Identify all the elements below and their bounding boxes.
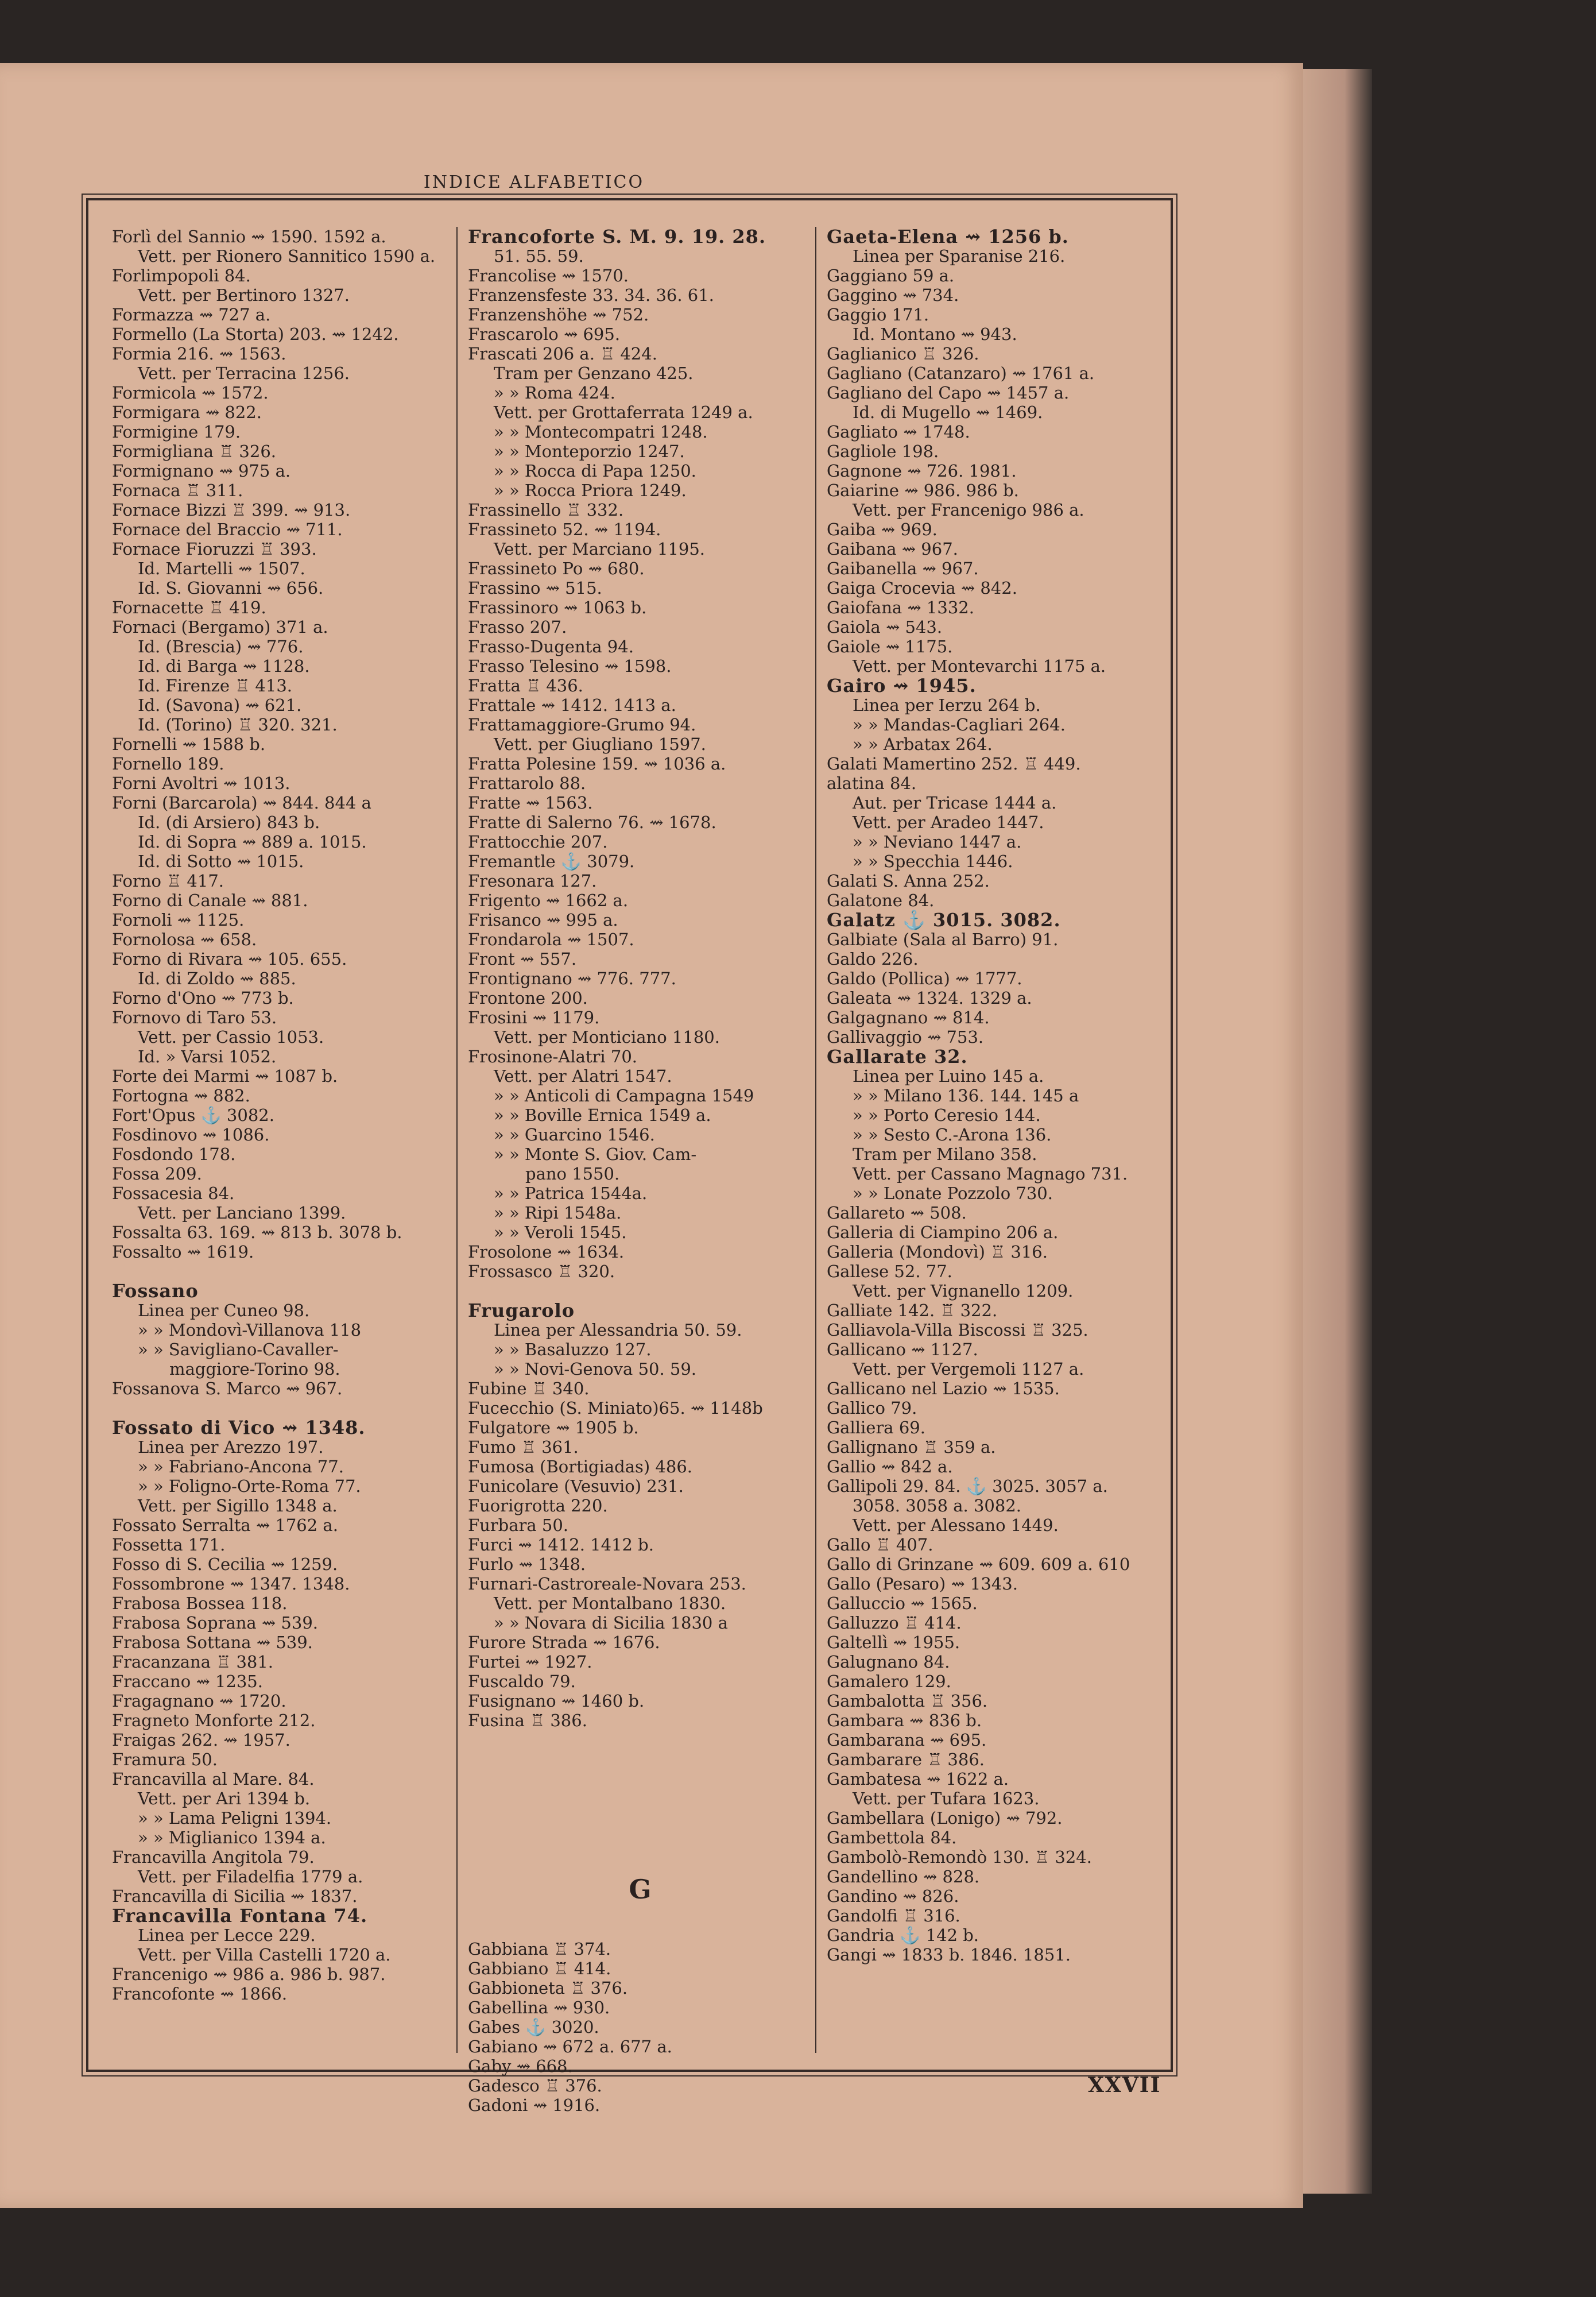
index-entry: Frosinone-Alatri 70. [468,1047,638,1066]
index-entry: Id. di Sopra ⇝ 889 a. 1015. [138,832,367,852]
index-entry: Framura 50. [112,1750,218,1769]
index-entry: Forno di Rivara ⇝ 105. 655. [112,949,347,969]
index-entry: Fossanova S. Marco ⇝ 967. [112,1379,343,1398]
index-entry: Gangi ⇝ 1833 b. 1846. 1851. [827,1945,1071,1965]
index-entry: Vett. per Tufara 1623. [853,1789,1040,1808]
index-entry: Fuscaldo 79. [468,1672,576,1691]
index-entry: Funicolare (Vesuvio) 231. [468,1476,684,1496]
index-entry: Fusina ♖ 386. [468,1711,587,1730]
index-entry: » » Foligno-Orte-Roma 77. [138,1476,361,1496]
index-entry: Frascarolo ⇝ 695. [468,324,621,344]
index-entry: Furbara 50. [468,1515,569,1535]
index-entry: Vett. per Cassio 1053. [138,1027,324,1047]
page-header: INDICE ALFABETICO [423,172,645,192]
index-entry: Gaibanella ⇝ 967. [827,559,979,578]
index-entry: Fragagnano ⇝ 1720. [112,1691,286,1711]
index-entry: » » Monteporzio 1247. [494,442,685,461]
index-entry: Gandria ⚓ 142 b. [827,1925,979,1945]
column-divider [815,227,816,2053]
index-entry: Formigine 179. [112,422,241,442]
index-entry: Gandolfi ♖ 316. [827,1906,960,1925]
index-entry: Frontignano ⇝ 776. 777. [468,969,676,988]
index-entry: Fresonara 127. [468,871,597,891]
index-entry: Gambarana ⇝ 695. [827,1730,987,1750]
index-entry: » » Neviano 1447 a. [853,832,1022,852]
index-entry: » » Basaluzzo 127. [494,1340,652,1359]
index-entry: Galati Mamertino 252. ♖ 449. [827,754,1081,774]
index-entry: Galbiate (Sala al Barro) 91. [827,930,1059,949]
index-entry: Frattarolo 88. [468,774,586,793]
index-entry: Id. (di Arsiero) 843 b. [138,813,320,832]
index-entry: Fossalta 63. 169. ⇝ 813 b. 3078 b. [112,1223,402,1242]
index-entry: » » Ripi 1548a. [494,1203,622,1223]
index-entry: Vett. per Bertinoro 1327. [138,285,350,305]
index-entry: Gallo di Grinzane ⇝ 609. 609 a. 610 [827,1554,1130,1574]
index-entry: Vett. per Terracina 1256. [138,364,350,383]
index-entry: Gairo ⇝ 1945. [827,675,977,697]
index-entry: Gallipoli 29. 84. ⚓ 3025. 3057 a. [827,1476,1108,1496]
index-entry: Id. Firenze ♖ 413. [138,676,293,695]
index-entry: Fornace Bizzi ♖ 399. ⇝ 913. [112,500,351,520]
index-entry: Formia 216. ⇝ 1563. [112,344,286,364]
index-entry: Galugnano 84. [827,1652,950,1672]
index-entry: Fornoli ⇝ 1125. [112,910,245,930]
index-entry: Gambarare ♖ 386. [827,1750,985,1769]
index-entry: Galatz ⚓ 3015. 3082. [827,909,1061,931]
index-entry: » » Savigliano-Cavaller- [138,1340,339,1359]
index-entry: Frosolone ⇝ 1634. [468,1242,625,1262]
index-column-1 [112,227,456,2004]
index-entry: Frassinello ♖ 332. [468,500,624,520]
index-entry: Fosdondo 178. [112,1144,236,1164]
index-entry: Gambolò-Remondò 130. ♖ 324. [827,1847,1092,1867]
index-entry: Galatone 84. [827,891,935,910]
index-entry: Francolise ⇝ 1570. [468,266,629,285]
index-entry: Gaggino ⇝ 734. [827,285,959,305]
index-entry: Fumosa (Bortigiadas) 486. [468,1457,692,1476]
index-entry: » » Novi-Genova 50. 59. [494,1359,697,1379]
index-entry: Galati S. Anna 252. [827,871,990,891]
index-entry: Forte dei Marmi ⇝ 1087 b. [112,1066,338,1086]
index-entry: Gallareto ⇝ 508. [827,1203,967,1223]
index-entry: Fratte ⇝ 1563. [468,793,593,813]
index-entry: Fornaca ♖ 311. [112,481,243,500]
index-entry: Gagliano del Capo ⇝ 1457 a. [827,383,1070,403]
index-entry: Fratte di Salerno 76. ⇝ 1678. [468,813,716,832]
index-entry: Frabosa Sottana ⇝ 539. [112,1633,313,1652]
index-entry: Fornolosa ⇝ 658. [112,930,257,949]
index-entry: Fornelli ⇝ 1588 b. [112,734,266,754]
index-entry: Vett. per Cassano Magnago 731. [853,1164,1128,1184]
index-entry: Fosdinovo ⇝ 1086. [112,1125,270,1144]
index-entry: Franzenshöhe ⇝ 752. [468,305,649,324]
index-entry: Id. di Sotto ⇝ 1015. [138,852,304,871]
index-entry: Vett. per Villa Castelli 1720 a. [138,1945,391,1965]
index-entry: Gamalero 129. [827,1672,951,1691]
index-entry: Gambalotta ♖ 356. [827,1691,988,1711]
index-entry: Vett. per Giugliano 1597. [494,734,706,754]
index-entry: Fossetta 171. [112,1535,226,1554]
index-entry: Vett. per Rionero Sannitico 1590 a. [138,246,436,266]
index-entry: Francavilla al Mare. 84. [112,1769,315,1789]
index-entry: » » Boville Ernica 1549 a. [494,1105,711,1125]
index-entry: Galliera 69. [827,1418,925,1437]
index-entry: Gallicano nel Lazio ⇝ 1535. [827,1379,1060,1398]
index-entry: Formello (La Storta) 203. ⇝ 1242. [112,324,399,344]
index-entry: Frugarolo [468,1300,575,1321]
index-entry: Galleria di Ciampino 206 a. [827,1223,1059,1242]
index-entry: Linea per Lecce 229. [138,1925,316,1945]
index-entry: Vett. per Montalbano 1830. [494,1594,726,1613]
index-entry: Fort'Opus ⚓ 3082. [112,1105,274,1125]
index-entry: Fornello 189. [112,754,224,774]
index-entry: Galeata ⇝ 1324. 1329 a. [827,988,1032,1008]
index-entry: » » Rocca Priora 1249. [494,481,687,500]
index-entry: Gabbioneta ♖ 376. [468,1978,628,1998]
index-entry: Vett. per Monticiano 1180. [494,1027,720,1047]
index-entry: Forlì del Sannio ⇝ 1590. 1592 a. [112,227,386,246]
index-entry: Formigliana ♖ 326. [112,442,277,461]
index-entry: Gaibana ⇝ 967. [827,539,958,559]
index-entry: Gallo (Pesaro) ⇝ 1343. [827,1574,1018,1594]
index-entry: Frossasco ♖ 320. [468,1262,615,1281]
index-entry: Gaggiano 59 a. [827,266,955,285]
index-entry: Fossato Serralta ⇝ 1762 a. [112,1515,338,1535]
index-entry: Gabellina ⇝ 930. [468,1998,610,2017]
index-entry: 3058. 3058 a. 3082. [853,1496,1022,1515]
index-entry: Front ⇝ 557. [468,949,577,969]
index-entry: Furore Strada ⇝ 1676. [468,1633,660,1652]
index-entry: Gallignano ♖ 359 a. [827,1437,996,1457]
index-entry: Id. di Zoldo ⇝ 885. [138,969,296,988]
index-entry: Galliate 142. ♖ 322. [827,1301,998,1320]
index-entry: » » Miglianico 1394 a. [138,1828,326,1847]
index-entry: » » Sesto C.-Arona 136. [853,1125,1052,1144]
index-entry: Frosini ⇝ 1179. [468,1008,600,1027]
index-entry: Gaiba ⇝ 969. [827,520,938,539]
index-entry: Formigara ⇝ 822. [112,403,262,422]
index-entry: Frattamaggiore-Grumo 94. [468,715,696,734]
index-entry: Francavilla Angitola 79. [112,1847,315,1867]
index-entry: 51. 55. 59. [494,246,584,266]
index-entry: Fornacette ♖ 419. [112,598,266,617]
index-entry: » » Fabriano-Ancona 77. [138,1457,344,1476]
index-entry: Aut. per Tricase 1444 a. [853,793,1057,813]
index-entry: Gallio ⇝ 842 a. [827,1457,953,1476]
index-entry: Frigento ⇝ 1662 a. [468,891,629,910]
index-entry: Id. (Savona) ⇝ 621. [138,695,302,715]
index-entry: Fortogna ⇝ 882. [112,1086,250,1105]
index-entry: Forni (Barcarola) ⇝ 844. 844 a [112,793,371,813]
index-entry: Fusignano ⇝ 1460 b. [468,1691,645,1711]
index-entry: » » Porto Ceresio 144. [853,1105,1041,1125]
index-entry: Vett. per Montevarchi 1175 a. [853,656,1106,676]
index-entry: Fratta Polesine 159. ⇝ 1036 a. [468,754,726,774]
index-entry: Gabiano ⇝ 672 a. 677 a. [468,2037,672,2056]
index-entry: Fosso di S. Cecilia ⇝ 1259. [112,1554,338,1574]
index-entry: Id. S. Giovanni ⇝ 656. [138,578,324,598]
index-entry: Gaglianico ♖ 326. [827,344,979,364]
index-entry: Gaiarine ⇝ 986. 986 b. [827,481,1019,500]
index-entry: Francavilla Fontana 74. [112,1905,368,1927]
index-entry: Formazza ⇝ 727 a. [112,305,271,324]
index-entry: Id. » Varsi 1052. [138,1047,277,1066]
index-entry: Furci ⇝ 1412. 1412 b. [468,1535,654,1554]
index-entry: » » Rocca di Papa 1250. [494,461,696,481]
index-entry: Fraccano ⇝ 1235. [112,1672,263,1691]
index-entry: Furlo ⇝ 1348. [468,1554,586,1574]
index-entry: Furtei ⇝ 1927. [468,1652,592,1672]
index-entry: » » Veroli 1545. [494,1223,627,1242]
index-entry: Fuorigrotta 220. [468,1496,608,1515]
index-entry: Vett. per Alatri 1547. [494,1066,672,1086]
index-entry: Gabbiano ♖ 414. [468,1959,611,1978]
index-entry: Gambellara (Lonigo) ⇝ 792. [827,1808,1063,1828]
index-entry: Galliavola-Villa Biscossi ♖ 325. [827,1320,1088,1340]
index-entry: Frasso 207. [468,617,567,637]
index-entry: Frattocchie 207. [468,832,608,852]
index-entry: Vett. per Aradeo 1447. [853,813,1044,832]
index-entry: Fossalto ⇝ 1619. [112,1242,254,1262]
index-entry: Gaeta-Elena ⇝ 1256 b. [827,226,1069,248]
index-entry: Gallo ♖ 407. [827,1535,933,1554]
index-entry: Gaiole ⇝ 1175. [827,637,953,656]
index-entry: » » Specchia 1446. [853,852,1013,871]
index-entry: Tram per Genzano 425. [494,364,694,383]
index-entry: alatina 84. [827,774,917,793]
index-entry: Gadoni ⇝ 1916. [468,2095,601,2115]
index-entry: Gandellino ⇝ 828. [827,1867,980,1886]
index-entry: Galdo 226. [827,949,919,969]
index-entry: Gandino ⇝ 826. [827,1886,959,1906]
index-entry: » » Mondovì-Villanova 118 [138,1320,362,1340]
index-entry: Fucecchio (S. Miniato)65. ⇝ 1148b [468,1398,763,1418]
index-entry: » » Novara di Sicilia 1830 a [494,1613,728,1633]
index-entry: pano 1550. [525,1164,620,1184]
index-entry: maggiore-Torino 98. [169,1359,340,1379]
index-entry: Linea per Sparanise 216. [853,246,1066,266]
index-entry: Galleria (Mondovì) ♖ 316. [827,1242,1048,1262]
index-entry: Fumo ♖ 361. [468,1437,579,1457]
index-entry: Forlimpopoli 84. [112,266,251,285]
index-entry: Id. Montano ⇝ 943. [853,324,1017,344]
index-entry: Galgagnano ⇝ 814. [827,1008,990,1027]
page-number: XXVII [1088,2073,1161,2097]
index-entry: Fornace Fioruzzi ♖ 393. [112,539,317,559]
index-entry: Fossombrone ⇝ 1347. 1348. [112,1574,350,1594]
index-entry: Linea per Ierzu 264 b. [853,695,1041,715]
index-entry: Forno di Canale ⇝ 881. [112,891,308,910]
index-entry: Vett. per Alessano 1449. [853,1515,1059,1535]
index-entry: Fragneto Monforte 212. [112,1711,316,1730]
index-entry: Gallico 79. [827,1398,917,1418]
index-entry: Tram per Milano 358. [853,1144,1037,1164]
index-entry: Fulgatore ⇝ 1905 b. [468,1418,639,1437]
index-entry: » » Arbatax 264. [853,734,993,754]
index-entry: Vett. per Ari 1394 b. [138,1789,311,1808]
index-entry: Franzensfeste 33. 34. 36. 61. [468,285,714,305]
index-entry: Vett. per Sigillo 1348 a. [138,1496,338,1515]
index-entry: Gallicano ⇝ 1127. [827,1340,978,1359]
index-entry: Gabes ⚓ 3020. [468,2017,599,2037]
index-entry: Forno ♖ 417. [112,871,224,891]
index-entry: Gagliato ⇝ 1748. [827,422,970,442]
index-entry: Formicola ⇝ 1572. [112,383,269,403]
index-entry: Fornaci (Bergamo) 371 a. [112,617,328,637]
page-edge [1303,69,1372,2194]
index-entry: Vett. per Vignanello 1209. [853,1281,1074,1301]
index-entry: » » Montecompatri 1248. [494,422,708,442]
index-entry: Frasso-Dugenta 94. [468,637,634,656]
index-entry: » » Anticoli di Campagna 1549 [494,1086,754,1105]
index-entry: Gagliole 198. [827,442,939,461]
index-entry: Fossato di Vico ⇝ 1348. [112,1417,366,1438]
index-entry: Frabosa Bossea 118. [112,1594,288,1613]
index-entry: Francoforte S. M. 9. 19. 28. [468,226,766,248]
index-entry: Linea per Alessandria 50. 59. [494,1320,742,1340]
index-entry: Vett. per Grottaferrata 1249 a. [494,403,753,422]
index-entry: Vett. per Filadelfia 1779 a. [138,1867,363,1886]
index-entry: Vett. per Marciano 1195. [494,539,706,559]
index-entry: Francofonte ⇝ 1866. [112,1984,288,2004]
index-entry: Fornovo di Taro 53. [112,1008,277,1027]
index-entry: Id. di Barga ⇝ 1128. [138,656,310,676]
index-entry: Gaiofana ⇝ 1332. [827,598,974,617]
index-entry: Vett. per Lanciano 1399. [138,1203,346,1223]
index-entry: Id. (Brescia) ⇝ 776. [138,637,304,656]
index-entry: » » Lonate Pozzolo 730. [853,1184,1053,1203]
index-entry: Gadesco ♖ 376. [468,2076,602,2095]
index-entry: Gaiola ⇝ 543. [827,617,943,637]
index-entry: Frassineto Po ⇝ 680. [468,559,645,578]
index-entry: » » Guarcino 1546. [494,1125,655,1144]
index-entry: Frabosa Soprana ⇝ 539. [112,1613,319,1633]
index-entry: Francavilla di Sicilia ⇝ 1837. [112,1886,358,1906]
index-entry: Frasso Telesino ⇝ 1598. [468,656,672,676]
index-entry: Fraigas 262. ⇝ 1957. [112,1730,290,1750]
index-entry: Frisanco ⇝ 995 a. [468,910,618,930]
index-entry: Fossano [112,1280,199,1302]
index-entry: Gaby ⇝ 668. [468,2056,573,2076]
index-column-2 [468,227,812,2115]
index-entry: Fossa 209. [112,1164,202,1184]
index-entry: Frassineto 52. ⇝ 1194. [468,520,661,539]
index-entry: » » Mandas-Cagliari 264. [853,715,1066,734]
index-entry: Gambatesa ⇝ 1622 a. [827,1769,1009,1789]
index-entry: Galtellì ⇝ 1955. [827,1633,960,1652]
index-entry: Francenigo ⇝ 986 a. 986 b. 987. [112,1965,386,1984]
index-entry: Gabbiana ♖ 374. [468,1939,611,1959]
index-entry: Gagnone ⇝ 726. 1981. [827,461,1017,481]
index-entry: Fubine ♖ 340. [468,1379,590,1398]
index-entry: » » Roma 424. [494,383,615,403]
index-entry: Gaggio 171. [827,305,929,324]
index-entry: Gallarate 32. [827,1046,968,1068]
index-entry: Frassinoro ⇝ 1063 b. [468,598,647,617]
index-entry: Fratta ♖ 436. [468,676,583,695]
index-entry: Galdo (Pollica) ⇝ 1777. [827,969,1022,988]
index-entry: Fornace del Braccio ⇝ 711. [112,520,343,539]
index-entry: Gallese 52. 77. [827,1262,952,1281]
index-entry: Fossacesia 84. [112,1184,235,1203]
index-entry: Id. (Torino) ♖ 320. 321. [138,715,338,734]
index-entry: Id. di Mugello ⇝ 1469. [853,403,1043,422]
index-entry: Linea per Luino 145 a. [853,1066,1044,1086]
index-entry: Vett. per Vergemoli 1127 a. [853,1359,1084,1379]
index-entry: Frondarola ⇝ 1507. [468,930,634,949]
index-entry: Furnari-Castroreale-Novara 253. [468,1574,746,1594]
index-entry: Frascati 206 a. ♖ 424. [468,344,657,364]
index-entry: Forni Avoltri ⇝ 1013. [112,774,290,793]
index-entry: Formignano ⇝ 975 a. [112,461,291,481]
index-entry: Forno d'Ono ⇝ 773 b. [112,988,294,1008]
index-entry: Gambara ⇝ 836 b. [827,1711,982,1730]
index-entry: » » Milano 136. 144. 145 a [853,1086,1079,1105]
index-entry: Frontone 200. [468,988,588,1008]
index-entry: Gambettola 84. [827,1828,957,1847]
index-entry: Fremantle ⚓ 3079. [468,852,635,871]
index-entry: » » Lama Peligni 1394. [138,1808,332,1828]
index-entry: Gaiga Crocevia ⇝ 842. [827,578,1017,598]
index-entry: Galluccio ⇝ 1565. [827,1594,978,1613]
column-divider [456,227,458,2053]
index-entry: Linea per Cuneo 98. [138,1301,310,1320]
index-entry: Fracanzana ♖ 381. [112,1652,274,1672]
index-entry: » » Patrica 1544a. [494,1184,648,1203]
section-letter: G [629,1874,652,1905]
index-entry: » » Monte S. Giov. Cam- [494,1144,697,1164]
index-column-3 [827,227,1171,1965]
index-entry: Vett. per Francenigo 986 a. [853,500,1084,520]
index-entry: Galluzzo ♖ 414. [827,1613,962,1633]
index-entry: Frassino ⇝ 515. [468,578,602,598]
index-entry: Linea per Arezzo 197. [138,1437,324,1457]
index-entry: Id. Martelli ⇝ 1507. [138,559,305,578]
index-entry: Gagliano (Catanzaro) ⇝ 1761 a. [827,364,1095,383]
index-entry: Gallivaggio ⇝ 753. [827,1027,984,1047]
index-entry: Frattale ⇝ 1412. 1413 a. [468,695,676,715]
